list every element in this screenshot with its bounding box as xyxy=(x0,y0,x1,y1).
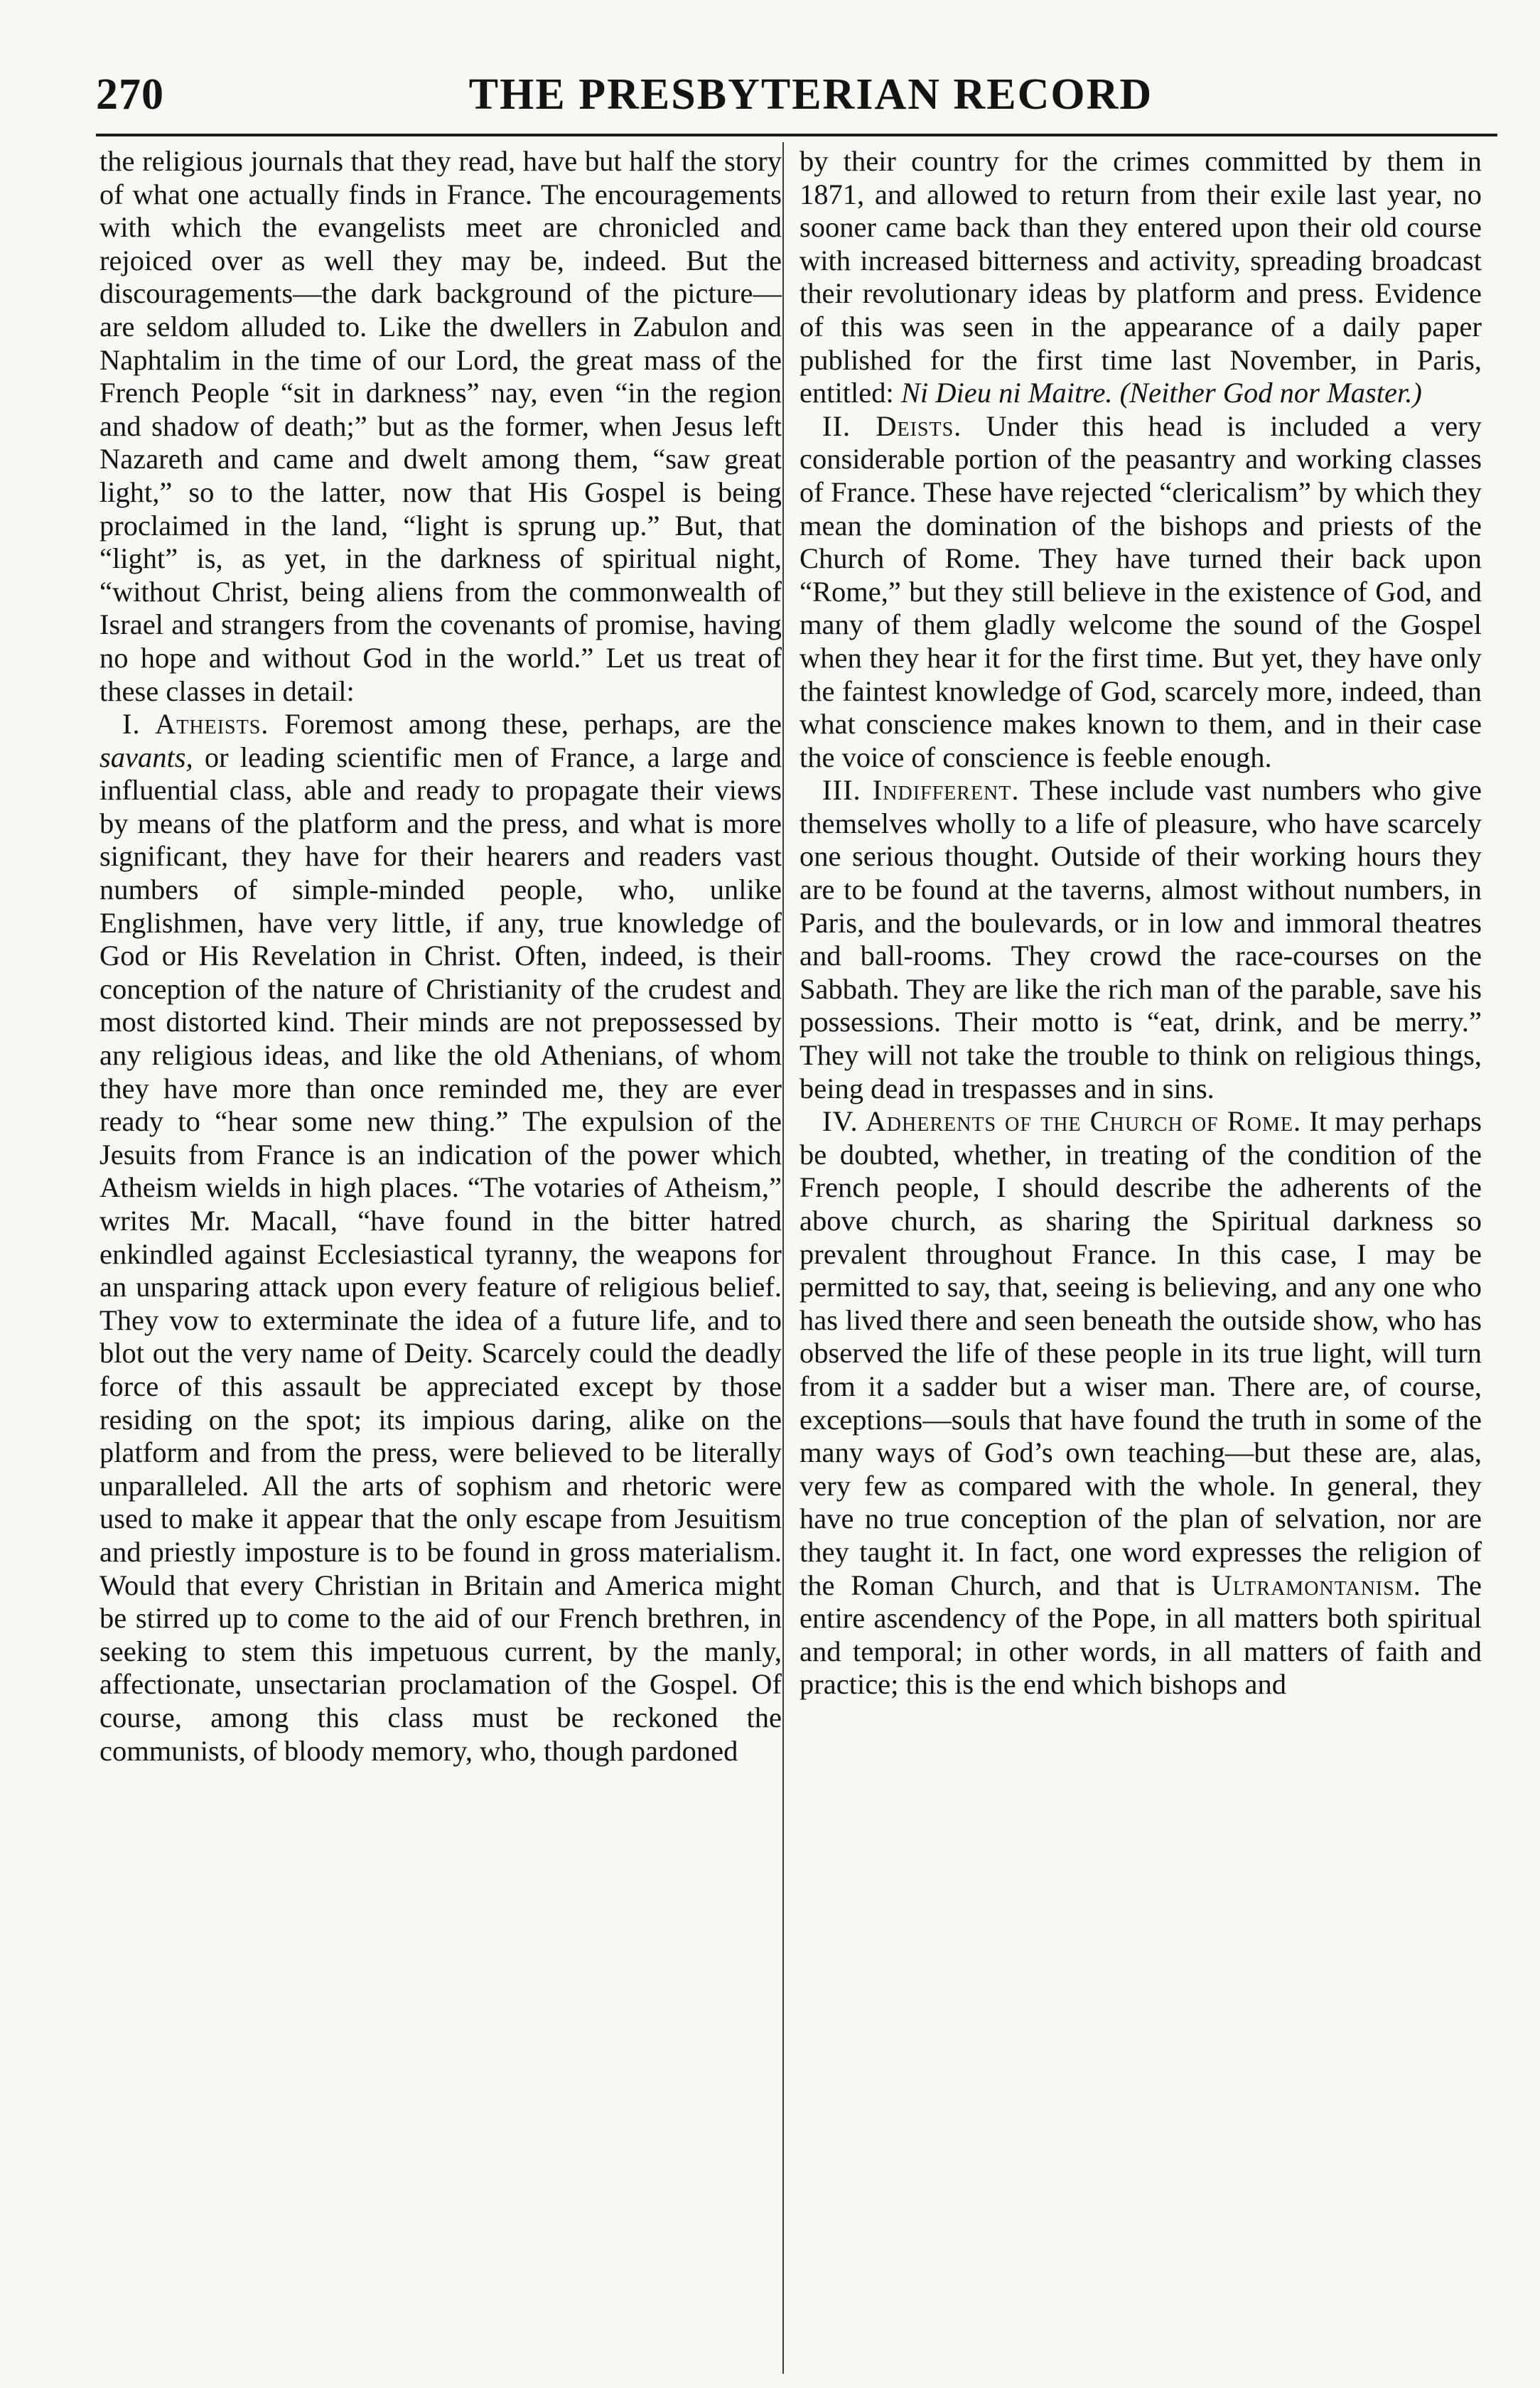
paragraph-indifferent xyxy=(799,774,1482,1105)
column-divider xyxy=(782,142,784,2374)
paragraph-adherents xyxy=(799,1105,1482,1701)
section-heading-adherents: IV. Adherents of the Church of Rome. xyxy=(822,1105,1302,1138)
atheists-italic: savants, xyxy=(99,741,193,773)
header-rule xyxy=(96,134,1497,136)
right-column xyxy=(799,145,1482,1701)
atheists-text-b: or leading scientific men of France, a large and influential class, able and ready to propagate their views by means of the platform and the press, and what is more significant, they have for their hearers and readers vast numbers of simple-minded people, who, unlike Englishmen, have very little, if any, true knowledge of God or His Revelation in Christ. Often, indeed, is their conception of the nature of Christianity of the crudest and most distorted kind. Their minds are not prepossessed by any religious ideas, and like the old Athenians, of whom they have more than once reminded me, they are ever ready to “hear some new thing.” The expulsion of the Jesuits from France is an indication of the power which Atheism wields in high places. “The votaries of Atheism,” writes Mr. Macall, “have found in the bitter hatred enkindled against Ecclesiastical tyranny, the weapons for an unsparing attack upon every feature of religious belief. They vow to exterminate the idea of a future life, and to blot out the very name of Deity. Scarcely could the deadly force of this assault be appreciated except by those residing on the spot; its impious daring, alike on the platform and from the press, were believed to be literally unparalleled. All the arts of sophism and rhetoric were used to make it appear that the only escape from Jesuitism and priestly imposture is to be found in gross materialism. Would that every Christian in Britain and America might be stirred up to come to the aid of our French brethren, in seeking to stem this impetuous current, by the manly, affectionate, unsectarian proclamation of the Gospel. Of course, among this class must be reckoned the communists, of bloody memory, who, though pardoned xyxy=(99,741,782,1767)
communists-text: by their country for the crimes committed by them in 1871, and allowed to return from their exile last year, no sooner came back than they entered upon their old course with increased bitterness and activity, spreading broadcast their revolutionary ideas by platform and press. Evidence of this was seen in the appearance of a daily paper published for the first time last November, in Paris, entitled: xyxy=(799,145,1482,409)
atheists-text-a: Foremost among these, perhaps, are the xyxy=(269,708,782,741)
section-heading-deists: II. Deists. xyxy=(822,409,962,442)
paragraph-deists xyxy=(799,410,1482,775)
deists-text: Under this head is included a very considerable portion of the peasantry and working classes of France. These have rejected “clericalism” by which they mean the domination of the bishops and priests of the Church of Rome. They have turned their back upon “Rome,” but they still believe in the existence of God, and many of them gladly welcome the sound of the Gospel when they hear it for the first time. But yet, they have only the faintest knowledge of God, scarcely more, indeed, than what conscience makes known to them, and in their case the voice of conscience is feeble enough. xyxy=(799,409,1482,773)
adherents-text-a: It may perhaps be doubted, whether, in treating of the condition of the French people, I should describe the adherents of the above church, as sharing the Spiritual darkness so prevalent throughout France. In this case, I may be permitted to say, that, seeing is believing, and any one who has lived there and seen beneath the outside show, who has observed the life of these people in its true light, will turn from it a sadder but a wiser man. There are, of course, exceptions—souls that have found the truth in some of the many ways of God’s own teaching—but these are, alas, very few as compared with the whole. In general, they have no true conception of the plan of selvation, nor are they taught it. In fact, one word expresses the religion of the Roman Church, and that is xyxy=(799,1105,1482,1601)
running-title: THE PRESBYTERIAN RECORD xyxy=(468,70,1153,119)
newspaper-title: Ni Dieu ni Maitre. (Neither God nor Master.) xyxy=(900,377,1422,409)
ultramontanism-term: Ultramontanism. xyxy=(1211,1569,1421,1601)
paragraph-atheists xyxy=(99,708,782,1768)
adherents-text-b: The entire ascendency of the Pope, in all matters both spiritual and temporal; in other words, in all matters of faith and practice; this is the end which bishops and xyxy=(799,1569,1482,1701)
left-column xyxy=(99,145,782,1768)
section-heading-atheists: I. Atheists. xyxy=(122,708,269,741)
section-heading-indifferent: III. Indifferent. xyxy=(822,774,1020,807)
paragraph-intro-text: the religious journals that they read, have but half the story of what one actually finds in France. The encouragements with which the evangelists meet are chronicled and rejoiced over as well they may be, indeed. But the discouragements—the dark background of the picture—are seldom alluded to. Like the dwellers in Zabulon and Naphtalim in the time of our Lord, the great mass of the French People “sit in darkness” nay, even “in the region and shadow of death;” but as the former, when Jesus left Nazareth and came and dwelt among them, “saw great light,” so to the latter, now that His Gospel is being proclaimed in the land, “light is sprung up.” But, that “light” is, as yet, in the darkness of spiritual night, “without Christ, being aliens from the commonwealth of Israel and strangers from the covenants of promise, having no hope and without God in the world.” Let us treat of these classes in detail: xyxy=(99,145,782,707)
paragraph-communists xyxy=(799,145,1482,410)
page-header xyxy=(96,65,1497,129)
paragraph-intro xyxy=(99,145,782,708)
page-number: 270 xyxy=(96,70,164,119)
indifferent-text: These include vast numbers who give themselves wholly to a life of pleasure, who have scarcely one serious thought. Outside of their working hours they are to be found at the taverns, almost without numbers, in Paris, and the boulevards, or in low and immoral theatres and ball-rooms. They crowd the race-courses on the Sabbath. They are like the rich man of the parable, save his possessions. Their motto is “eat, drink, and be merry.” They will not take the trouble to think on religious things, being dead in trespasses and in sins. xyxy=(799,774,1482,1104)
